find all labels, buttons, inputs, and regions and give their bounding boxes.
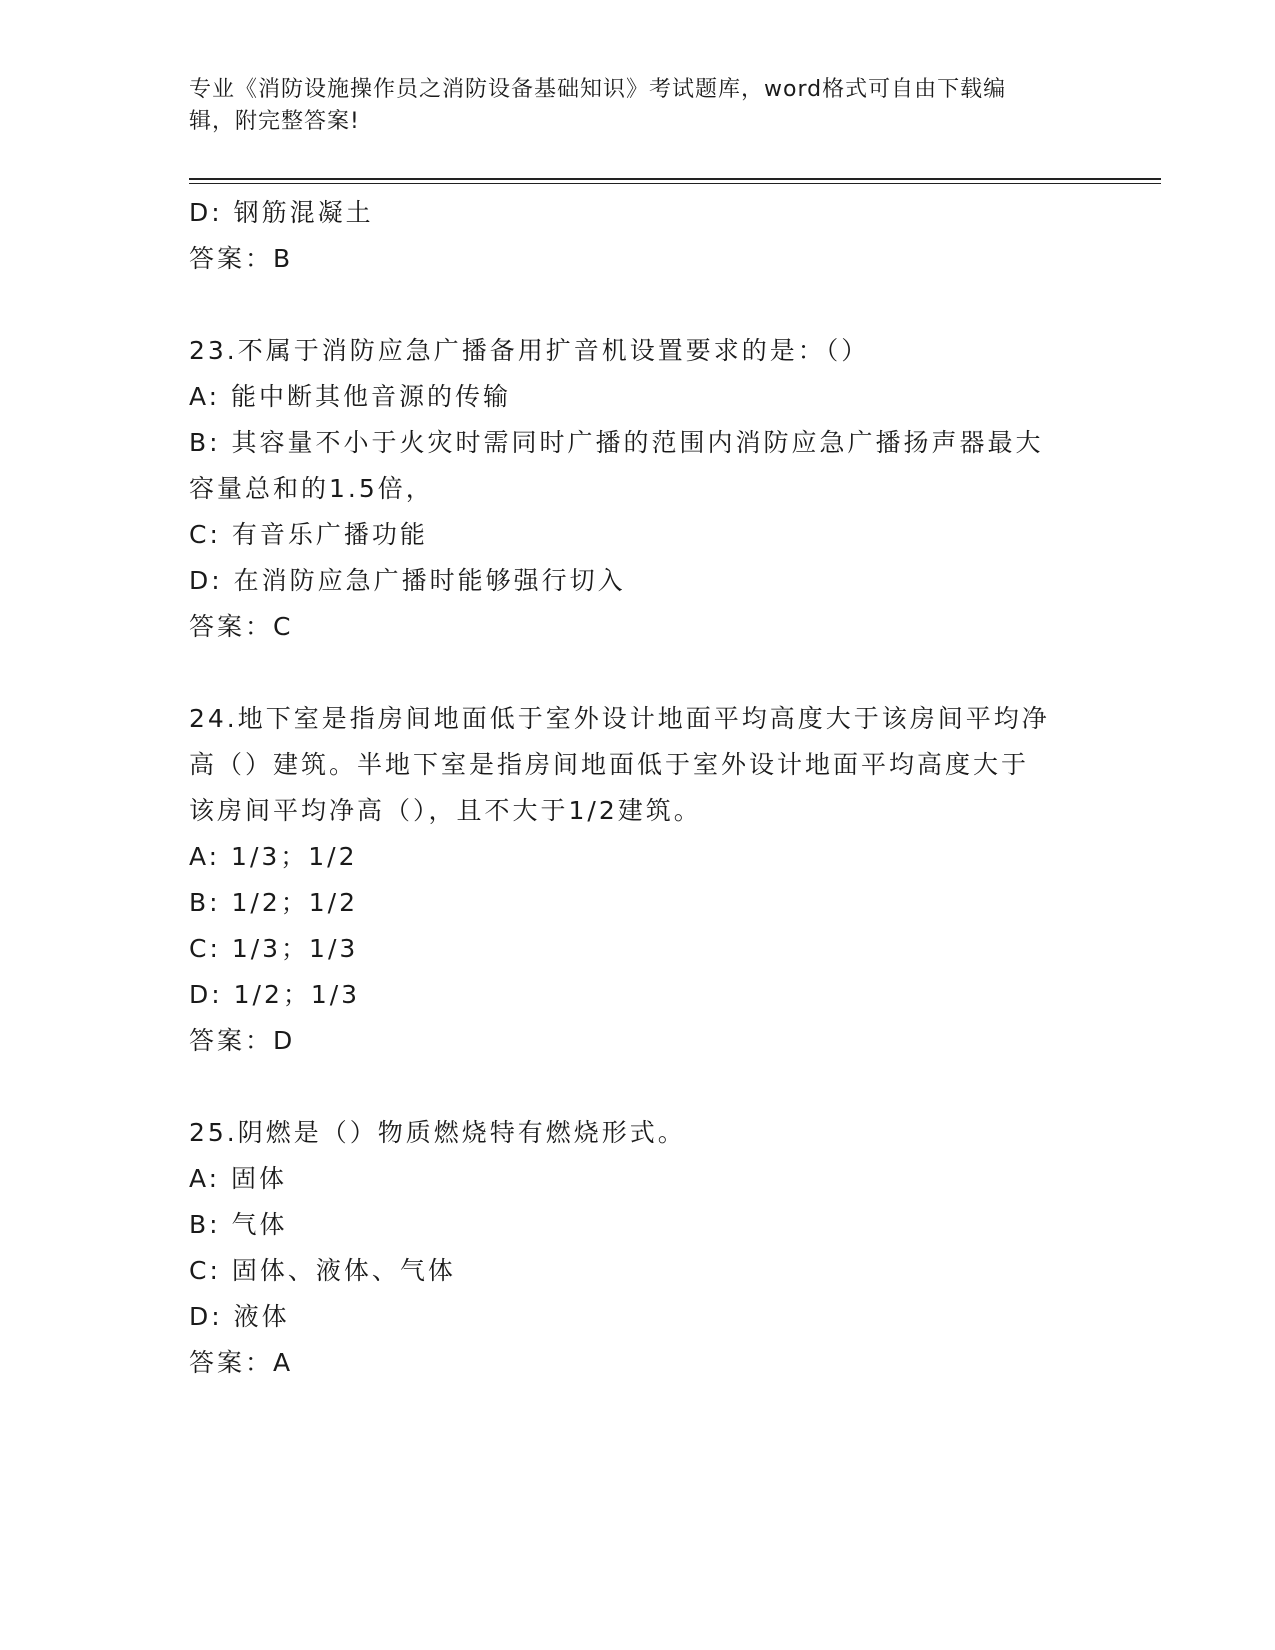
option-d: D: 在消防应急广播时能够强行切入 [189, 566, 626, 595]
option-d: D: 1/2；1/3 [189, 980, 361, 1009]
question-stem-line-2: 高（）建筑。半地下室是指房间地面低于室外设计地面平均高度大于 [189, 750, 1030, 779]
option-b-continued: 容量总和的1.5倍， [189, 474, 434, 503]
option-d: D: 液体 [189, 1302, 290, 1331]
option-b: B: 气体 [189, 1210, 288, 1239]
question-stem-line-3: 该房间平均净高（），且不大于1/2建筑。 [189, 796, 702, 825]
spacer [189, 282, 1089, 328]
prev-option-d: D: 钢筋混凝土 [189, 198, 374, 227]
question-content [189, 190, 1089, 1386]
spacer [189, 650, 1089, 696]
question-24 [189, 696, 1089, 1064]
answer: 答案：D [189, 1026, 296, 1055]
option-b: B: 1/2；1/2 [189, 888, 358, 917]
option-c: C: 固体、液体、气体 [189, 1256, 456, 1285]
option-a: A: 能中断其他音源的传输 [189, 382, 512, 411]
question-stem-line-1: 24.地下室是指房间地面低于室外设计地面平均高度大于该房间平均净 [189, 704, 1050, 733]
question-stem: 25.阴燃是（）物质燃烧特有燃烧形式。 [189, 1118, 686, 1147]
question-stem: 23.不属于消防应急广播备用扩音机设置要求的是：（） [189, 336, 870, 365]
question-25 [189, 1110, 1089, 1386]
header-line-1: 专业《消防设施操作员之消防设备基础知识》考试题库，word格式可自由下载编 [189, 77, 1007, 102]
option-b: B: 其容量不小于火灾时需同时广播的范围内消防应急广播扬声器最大 [189, 428, 1044, 457]
header-line-2: 辑，附完整答案! [189, 109, 360, 134]
header-divider-thick [189, 178, 1161, 180]
spacer [189, 1064, 1089, 1110]
option-a: A: 固体 [189, 1164, 288, 1193]
answer: 答案：A [189, 1348, 294, 1377]
option-c: C: 1/3；1/3 [189, 934, 359, 963]
header-divider-thin [189, 183, 1161, 184]
answer: 答案：C [189, 612, 294, 641]
document-header [189, 74, 1089, 138]
option-a: A: 1/3；1/2 [189, 842, 358, 871]
prev-answer: 答案：B [189, 244, 294, 273]
question-23 [189, 328, 1089, 650]
option-c: C: 有音乐广播功能 [189, 520, 428, 549]
